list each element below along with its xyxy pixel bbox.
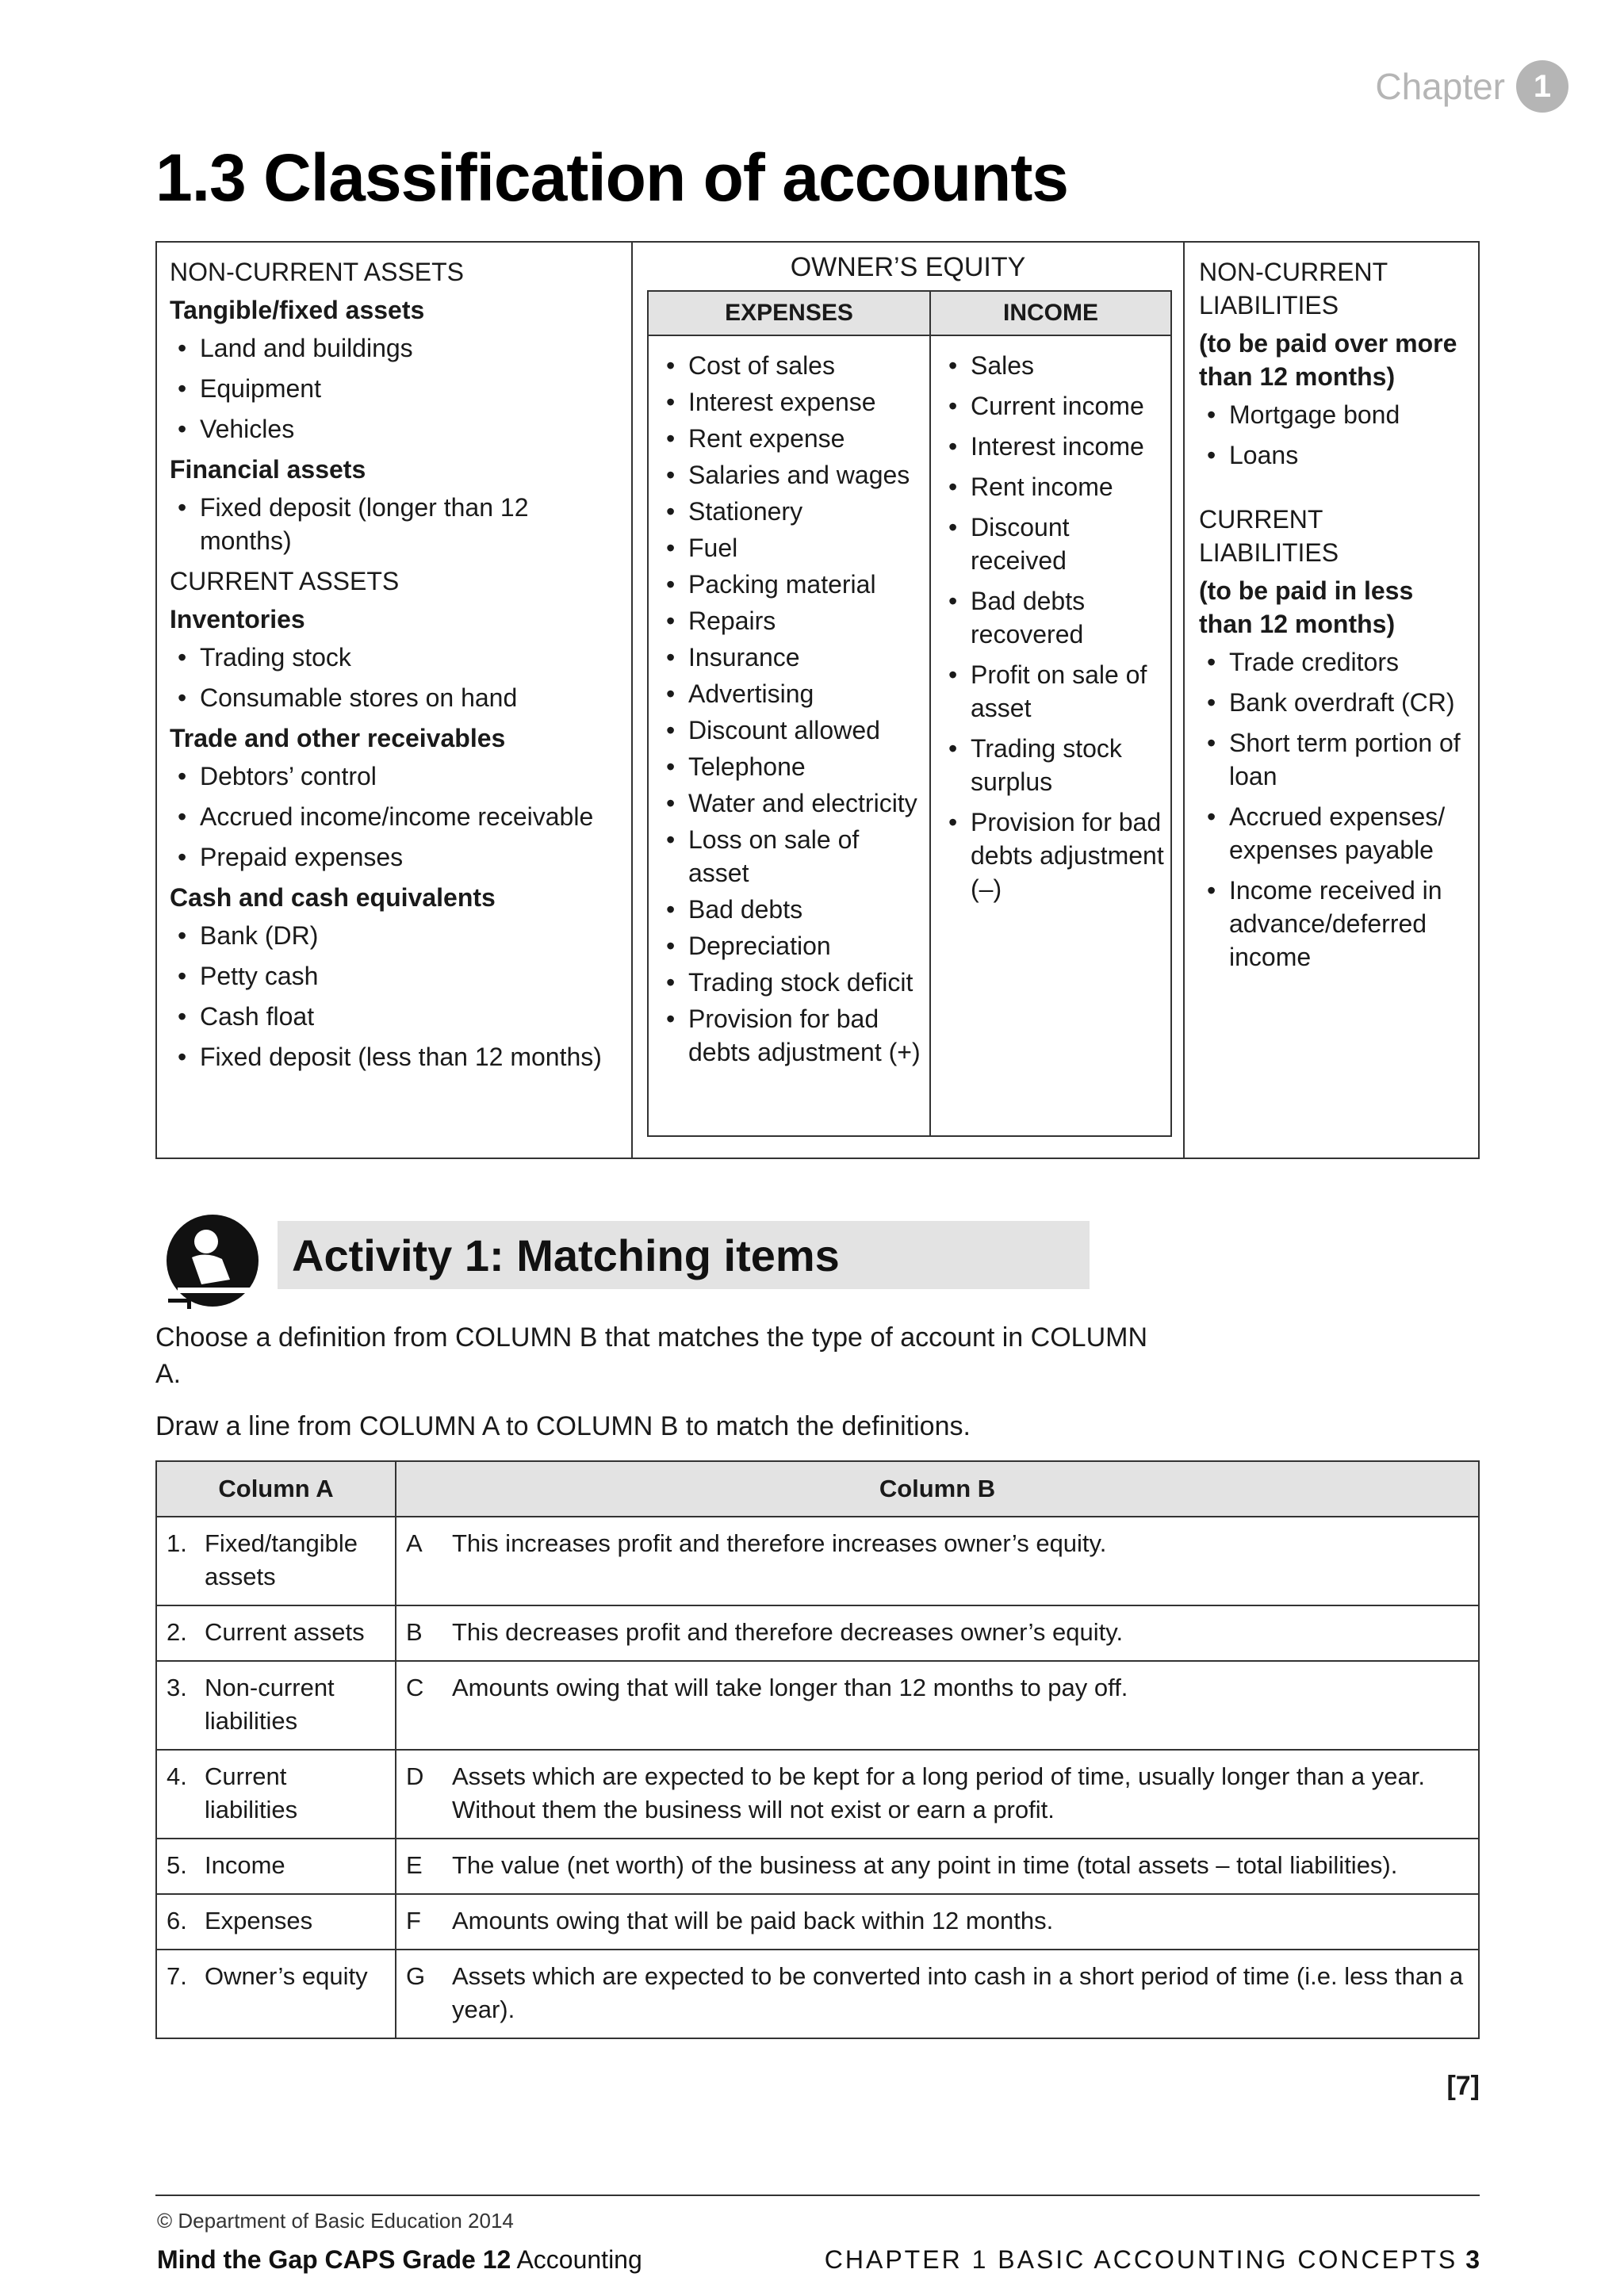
list-item: • Insurance [658, 641, 923, 674]
financial-assets-list [170, 491, 619, 557]
list-item: • Discount received [940, 511, 1164, 577]
list-item: • Trading stock surplus [940, 732, 1164, 798]
definition-text: Amounts owing that will take longer than 12 months to pay off. [452, 1674, 1128, 1701]
list-item: • Loans [1199, 438, 1464, 472]
list-item: • Fuel [658, 531, 923, 564]
list-item: • Telephone [658, 750, 923, 783]
tangible-assets-list [170, 331, 619, 446]
item-number: 2. [167, 1618, 187, 1646]
non-current-liabilities-note: (to be paid over more than 12 months) [1199, 329, 1457, 391]
definition-text: Assets which are expected to be converted into cash in a short period of time (i.e. less than a year). [452, 1962, 1464, 2023]
list-item: • Interest income [940, 430, 1164, 463]
item-number: 7. [167, 1962, 187, 1990]
account-type: Expenses [205, 1907, 313, 1934]
item-number: 4. [167, 1762, 187, 1790]
definition-letter: G [406, 1962, 426, 1990]
list-item: • Vehicles [170, 412, 619, 446]
list-item: • Interest expense [658, 385, 923, 419]
column-b-cell [396, 1750, 1479, 1839]
definition-letter: E [406, 1851, 423, 1879]
column-a-cell [156, 1950, 396, 2038]
owners-equity-box [647, 290, 1172, 1137]
income-column [931, 336, 1170, 1135]
list-item: • Water and electricity [658, 786, 923, 820]
list-item: • Repairs [658, 604, 923, 637]
current-assets-heading: CURRENT ASSETS [170, 567, 400, 595]
column-b-cell [396, 1894, 1479, 1950]
account-type: Fixed/tangible assets [205, 1529, 358, 1590]
list-item: • Bank (DR) [170, 919, 619, 952]
table-row [156, 1605, 1479, 1661]
list-item: • Equipment [170, 372, 619, 405]
page-title: 1.3 Classification of accounts [155, 140, 1069, 215]
column-a-cell [156, 1517, 396, 1605]
column-b-cell [396, 1839, 1479, 1894]
activity-title: Activity 1: Matching items [278, 1221, 1090, 1289]
book-subject: Accounting [516, 2245, 642, 2274]
column-a-cell [156, 1661, 396, 1750]
list-item: • Rent expense [658, 422, 923, 455]
definition-text: Amounts owing that will be paid back within 12 months. [452, 1907, 1054, 1934]
non-current-liabilities-heading: NON-CURRENT LIABILITIES [1199, 258, 1388, 320]
cash-heading: Cash and cash equivalents [170, 883, 496, 912]
list-item: • Fixed deposit (longer than 12 months) [170, 491, 619, 557]
list-item: • Depreciation [658, 929, 923, 962]
list-item: • Petty cash [170, 959, 619, 993]
matching-table [155, 1460, 1480, 2039]
column-a-cell [156, 1750, 396, 1839]
account-type: Current assets [205, 1618, 365, 1646]
definition-text: This decreases profit and therefore decreases owner’s equity. [452, 1618, 1124, 1646]
definition-letter: B [406, 1618, 423, 1646]
column-a-header: Column A [156, 1461, 396, 1517]
definition-letter: D [406, 1762, 424, 1790]
account-type: Current liabilities [205, 1762, 298, 1823]
list-item: • Cash float [170, 1000, 619, 1033]
book-series: Mind the Gap CAPS Grade 12 [157, 2245, 511, 2274]
list-item: • Debtors’ control [170, 760, 619, 793]
list-item: • Mortgage bond [1199, 398, 1464, 431]
account-type: Income [205, 1851, 285, 1879]
income-header: INCOME [931, 292, 1170, 336]
chapter-label: CHAPTER 1 BASIC ACCOUNTING CONCEPTS [824, 2245, 1458, 2274]
list-item: • Income received in advance/deferred income [1199, 874, 1464, 974]
list-item: • Sales [940, 349, 1164, 382]
list-item: • Current income [940, 389, 1164, 423]
activity-person-icon [155, 1211, 266, 1311]
column-b-cell [396, 1517, 1479, 1605]
expenses-list [658, 349, 923, 1069]
receivables-list [170, 760, 619, 874]
chapter-word: Chapter [1375, 66, 1505, 107]
table-row [156, 1750, 1479, 1839]
list-item: • Cost of sales [658, 349, 923, 382]
column-b-header: Column B [396, 1461, 1479, 1517]
cash-list [170, 919, 619, 1073]
table-row [156, 1517, 1479, 1605]
expenses-header: EXPENSES [649, 292, 931, 336]
list-item: • Prepaid expenses [170, 840, 619, 874]
list-item: • Provision for bad debts adjustment (+) [658, 1002, 923, 1069]
income-list [940, 349, 1164, 905]
current-liabilities-note: (to be paid in less than 12 months) [1199, 576, 1414, 638]
column-b-cell [396, 1605, 1479, 1661]
definition-text: Assets which are expected to be kept for a long period of time, usually longer than a year. Without them the business will not exist or earn a profit. [452, 1762, 1425, 1823]
definition-letter: A [406, 1529, 423, 1557]
list-item: • Land and buildings [170, 331, 619, 365]
list-item: • Trading stock [170, 641, 619, 674]
matching-rows [156, 1517, 1479, 2038]
footer-divider [155, 2195, 1480, 2196]
column-b-cell [396, 1950, 1479, 2038]
financial-assets-heading: Financial assets [170, 455, 366, 484]
list-item: • Discount allowed [658, 714, 923, 747]
list-item: • Packing material [658, 568, 923, 601]
inventories-list [170, 641, 619, 714]
definition-text: This increases profit and therefore increases owner’s equity. [452, 1529, 1107, 1557]
list-item: • Advertising [658, 677, 923, 710]
liabilities-column [1185, 243, 1478, 1158]
total-marks: [7] [1446, 2071, 1480, 2101]
definition-letter: C [406, 1674, 424, 1701]
chapter-tag [1375, 60, 1568, 113]
copyright: © Department of Basic Education 2014 [157, 2209, 514, 2233]
column-a-cell [156, 1605, 396, 1661]
expenses-column [649, 336, 931, 1135]
classification-table [155, 241, 1480, 1159]
list-item: • Fixed deposit (less than 12 months) [170, 1040, 619, 1073]
list-item: • Short term portion of loan [1199, 726, 1464, 793]
list-item: • Profit on sale of asset [940, 658, 1164, 725]
column-b-cell [396, 1661, 1479, 1750]
table-row [156, 1661, 1479, 1750]
owners-equity-column [633, 243, 1185, 1158]
item-number: 1. [167, 1529, 187, 1557]
list-item: • Rent income [940, 470, 1164, 503]
list-item: • Loss on sale of asset [658, 823, 923, 890]
page-number: 3 [1465, 2245, 1480, 2274]
list-item: • Salaries and wages [658, 458, 923, 492]
list-item: • Bank overdraft (CR) [1199, 686, 1464, 719]
item-number: 5. [167, 1851, 187, 1879]
current-liabilities-heading: CURRENT LIABILITIES [1199, 505, 1339, 567]
column-a-cell [156, 1894, 396, 1950]
definition-letter: F [406, 1907, 421, 1934]
chapter-number-badge: 1 [1516, 60, 1568, 113]
list-item: • Bad debts [658, 893, 923, 926]
column-a-cell [156, 1839, 396, 1894]
table-row [156, 1839, 1479, 1894]
current-liabilities-list [1199, 645, 1464, 974]
non-current-assets-heading: NON-CURRENT ASSETS [170, 258, 465, 286]
account-type: Owner’s equity [205, 1962, 368, 1990]
list-item: • Consumable stores on hand [170, 681, 619, 714]
account-type: Non-current liabilities [205, 1674, 335, 1735]
definition-text: The value (net worth) of the business at any point in time (total assets – total liabilities). [452, 1851, 1398, 1879]
owners-equity-heading: OWNER’S EQUITY [790, 252, 1026, 282]
tangible-assets-heading: Tangible/fixed assets [170, 296, 425, 324]
activity-instruction-2: Draw a line from COLUMN A to COLUMN B to match the definitions. [155, 1411, 971, 1441]
table-row [156, 1950, 1479, 2038]
list-item: • Stationery [658, 495, 923, 528]
inventories-heading: Inventories [170, 605, 305, 633]
table-row [156, 1894, 1479, 1950]
item-number: 3. [167, 1674, 187, 1701]
list-item: • Accrued expenses/ expenses payable [1199, 800, 1464, 867]
non-current-liabilities-list [1199, 398, 1464, 472]
list-item: • Provision for bad debts adjustment (–) [940, 806, 1164, 905]
activity-instruction-1: Choose a definition from COLUMN B that matches the type of account in COLUMN A. [155, 1322, 1147, 1389]
receivables-heading: Trade and other receivables [170, 724, 506, 752]
list-item: • Trading stock deficit [658, 966, 923, 999]
list-item: • Accrued income/income receivable [170, 800, 619, 833]
book-title [157, 2245, 642, 2275]
assets-column [157, 243, 633, 1158]
item-number: 6. [167, 1907, 187, 1934]
list-item: • Trade creditors [1199, 645, 1464, 679]
list-item: • Bad debts recovered [940, 584, 1164, 651]
running-footer [825, 2245, 1480, 2275]
